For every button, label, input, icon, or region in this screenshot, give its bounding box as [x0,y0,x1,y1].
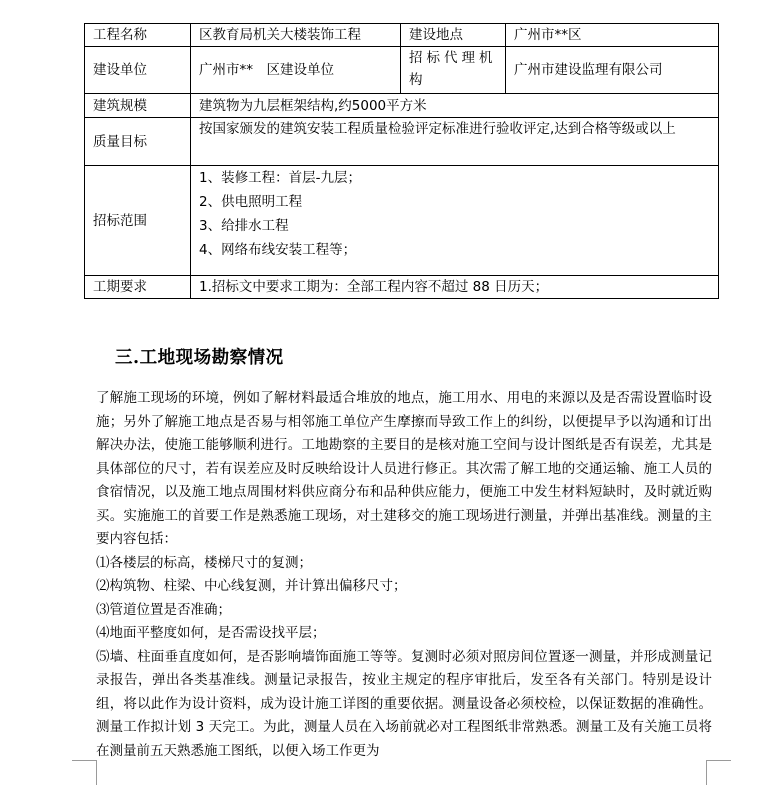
value-cell: 1.招标文中要求工期为：全部工程内容不超过 88 日历天； [191,276,719,299]
project-info-table [84,23,719,299]
label-cell: 建设地点 [401,24,506,47]
table-row [85,276,719,299]
paragraph: ⑶管道位置是否准确； [96,601,231,618]
list-item: 3、给排水工程 [199,218,289,234]
table-row [85,118,719,166]
paragraph: ⑷地面平整度如何，是否需设找平层； [96,625,326,641]
page-margin-marker [72,760,97,785]
label-cell: 建设单位 [85,47,191,94]
table-row [85,94,719,118]
value-cell: 广州市** 区建设单位 [191,47,401,94]
page-margin-marker [706,760,731,785]
paragraph: ⑵构筑物、柱梁、中心线复测，并计算出偏移尺寸； [96,578,407,594]
list-item: 2、供电照明工程 [199,194,303,210]
label-cell: 质量目标 [85,118,191,166]
table-row [85,47,719,94]
value-cell: 按国家颁发的建筑安装工程质量检验评定标准进行验收评定,达到合格等级或以上 [191,118,719,166]
paragraph: ⑴各楼层的标高，楼梯尺寸的复测； [96,554,312,571]
label-cell: 招标范围 [85,166,191,276]
value-cell: 广州市**区 [506,24,719,47]
paragraph: 了解施工现场的环境，例如了解材料最适合堆放的地点，施工用水、用电的来源以及是否需设置临时设施；另外了解施工地点是否易与相邻施工单位产生摩擦而导致工作上的纠纷，以便提早予以沟通和订出解决办法，使施工能够顺利进行。工地勘察的主要目的是核对施工空间与设计图纸是否有误差，尤其是具体部位的尺寸，若有误差应及时反映给设计人员进行修正。其次需了解工地的交通运输、施工人员的食宿情况，以及施工地点周围材料供应商分布和品种供应能力，便施工中发生材料短缺时，及时就近购买。实施施工的首要工作是熟悉施工现场，对土建移交的施工现场进行测量，并弹出基准线。测量的主要内容包括： [96,390,712,547]
label-cell: 建筑规模 [85,94,191,118]
label-cell: 工程名称 [85,24,191,47]
value-cell: 广州市建设监理有限公司 [506,47,719,94]
list-item: 4、网络布线安装工程等； [199,242,357,258]
list-item: 1、装修工程：首层-九层； [199,170,361,186]
label-cell: 招标代理机构 [401,47,506,94]
paragraph: ⑸墙、柱面垂直度如何，是否影响墙饰面施工等等。复测时必须对照房间位置逐一测量，并形成测量记录报告，弹出各类基准线。测量记录报告，按业主规定的程序审批后，发至各有关部门。特别是设计组，将以此作为设计资料，成为设计施工详图的重要依据。测量设备必须校检，以保证数据的准确性。测量工作拟计划 3 天完工。为此，测量人员在入场前就必对工程图纸非常熟悉。测量工及有关施工员将在测量前五天熟悉施工图纸，以便入场工作更为 [96,648,712,759]
value-cell: 区教育局机关大楼装饰工程 [191,24,401,47]
table-row [85,24,719,47]
scope-list [191,166,719,276]
table-row [85,166,719,276]
section-body [96,387,712,763]
value-cell: 建筑物为九层框架结构,约5000平方米 [191,94,719,118]
section-heading: 三.工地现场勘察情况 [115,348,284,368]
label-cell: 工期要求 [85,276,191,299]
